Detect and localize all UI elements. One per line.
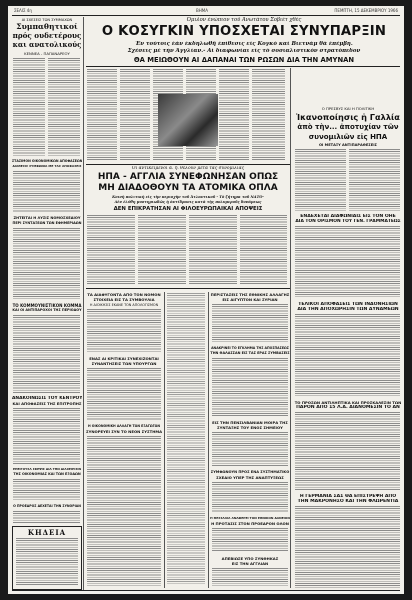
left-sub4-line1: ΑΝΑΚΟΙΝΩΣΙΣ ΤΟΥ ΚΕΝΤΡΟΥ: [12, 396, 82, 401]
lower-c-h7-line2: ΣΧΕΔΙΟ ΥΠΕΡ ΤΗΣ ΑΝΑΠΤΥΞΕΩΣ: [216, 475, 284, 480]
lower-c-h6-line1: ΕΙΣ ΤΗΝ ΠΕΝΣΙΛΒΑΝΙΑΝ ΜΟΙΡΑ ΤΗΣ: [212, 420, 288, 425]
lower-a-h3-line2: ΣΥΝΟΡΕΥΕΙ ΣΥΝ ΤΟ ΝΕΟΝ ΣΥΣΤΗΜΑ: [86, 429, 162, 434]
lower-c-text-1: [212, 304, 288, 342]
news-photo: [158, 94, 218, 146]
lower-c-h8-line2: Η ΠΡΟΤΑΣΙΣ ΣΤΟΝ ΠΡΟΕΔΡΟΝ ΟΛΟΝ: [211, 521, 289, 526]
lower-c-h9-line2: ΕΙΣ ΤΗΝ ΑΓΓΛΙΑΝ: [231, 561, 269, 566]
left-text-col-a: [13, 58, 45, 156]
left-headline-2: πρός ουδετέρους: [12, 32, 82, 40]
column-rule-left: [83, 17, 84, 591]
left-text-col-b: [48, 58, 80, 156]
right-sub4-line1: Η ΓΕΡΜΑΝΙΑ ΣΑΣ ΘΑ ΕΠΙΣΤΡΕΨΗ ΑΠΟ: [299, 494, 397, 499]
right-headline-3: συνομιλιῶν εἰς ΗΠΑ: [308, 133, 388, 141]
lower-b-table: [167, 293, 205, 585]
left-sub3-line2: ΚΑΙ ΟΙ ΑΝΤΙΠΑΡΟΧΟΙ ΤΗΣ ΠΕΡΙΟΔΟΥ: [12, 308, 82, 312]
lower-c-h4-line2: ΕΙΣ ΑΙΓΥΠΤΟΝ ΚΑΙ ΣΥΡΙΑΝ: [222, 297, 278, 302]
right-headline-2: ἀπὸ τὴν... ἀποτυχίαν τῶν: [297, 123, 399, 131]
lower-c-h5-line2: ΤΗΝ ΘΑΛΑΣΣΑΝ ΕΙΣ ΤΑΣ ΕΡΑΣ ΣΥΜΒΑΣΕΙΣ: [210, 351, 290, 355]
left-text-block-1: [13, 171, 80, 213]
second-deck-line1: Κοινὴ πολιτικὴ εἰς τὴν περιοχὴν τοῦ Ἀτλαντικοῦ - Τὸ ζήτημα τοῦ ΝΑΤΟ-: [112, 195, 264, 199]
lower-c-text-3: [212, 432, 288, 466]
notices-text: [16, 538, 78, 586]
second-text-col-4: [240, 215, 287, 285]
second-overline: Οἱ ἀντικείμενοι ἀ. ἡ. θέλουν μετὰ τὰς συνομιλίας: [131, 166, 245, 171]
main-text-col-1: [87, 69, 117, 161]
second-text-col-1: [87, 215, 135, 285]
paper-name: ΒΗΜΑ: [196, 8, 208, 13]
right-text-block-2: [295, 314, 400, 396]
right-sub4-line2: ΤΗΝ ΜΑΚΡΟΝΗΣΟ ΚΑΙ ΤΗΝ ΦΛΩΡΕΝΤΙΑ: [297, 499, 399, 504]
main-text-col-2: [120, 69, 150, 161]
second-deck-line2: Δὲν ἐλύθη μυστηριωδῶς ἡ ἀντίδρασις κατὰ τὴς πολυμεροῦς δυνάμεως: [114, 200, 262, 204]
lower-a-h3-line1: Η ΟΙΚΟΝΟΜΙΚΗ ΑΛΛΑΓΗ ΤΩΝ ΕΞΑΓΩΓΩΝ: [88, 424, 160, 428]
right-text-block-4: [295, 506, 400, 588]
lower-a-text-1: [87, 309, 161, 353]
left-text-block-4: [13, 408, 80, 464]
lower-c-text-2: [212, 358, 288, 416]
right-sub3-line1: ΤΟ ΠΡΟΣΩΝ ΑΝΤΙΛΗΠΤΙΚΑ ΚΑΙ ΠΡΟΣΚΑΛΕΣΙΝ ΤΩΝ: [294, 400, 402, 405]
lower-rule-ab: [164, 292, 165, 588]
left-sub5-line1: ΕΠΕΙΓΟΥΣΑ ΣΚΕΨΙΣ ΔΙΑ ΤΗΝ ΔΙΑΧΕΙΡΙΣΙΝ: [12, 467, 82, 471]
lower-c-h5-line1: ΑΝΑΚΡΙΝΕΙ ΤΟ ΕΓΚΛΗΜΑ ΤΗΣ ΑΠΟΣΠΑΣΕΩΣ: [211, 346, 289, 350]
lower-c-h9-line1: ΑΠΕΒΙΩΣΕ ΥΠΟ ΣΥΝΘΗΚΑΣ: [221, 556, 279, 561]
left-text-block-6: [13, 511, 80, 523]
newspaper-page: [8, 6, 404, 594]
lower-rule: [86, 288, 290, 289]
left-text-block-5: [13, 479, 80, 501]
second-headline-1: ΗΠΑ - ΑΓΓΛΙΑ ΣΥΝΕΦΩΝΗΣΑΝ ΟΠΩΣ: [97, 172, 279, 182]
lower-c-h6-line2: ΣΥΝΤΑΞΗΣ ΤΟΥ ΕΝΟΣ ΣΗΜΕΙΟΥ: [217, 425, 283, 430]
second-text-col-2: [138, 215, 186, 285]
main-headline: Ο ΚΟΣΥΓΚΙΝ ΥΠΟΣΧΕΤΑΙ ΣΥΝΥΠΑΡΞΙΝ: [101, 24, 387, 39]
lower-a-text-2: [87, 368, 161, 420]
right-text-col-a: [295, 149, 346, 211]
right-text-block-3: [295, 412, 400, 490]
main-text-col-5: [219, 69, 249, 161]
right-sub2-line2: ΔΙΑ ΤΗΝ ΑΠΟΧΩΡΗΣΙΝ ΤΩΝ ΔΥΝΑΜΕΩΝ: [297, 307, 399, 312]
right-sub1-line2: ΔΙΑ ΤΟΝ ΟΡΙΣΜΟΝ ΤΟΥ ΓΕΝ. ΓΡΑΜΜΑΤΕΩΣ: [295, 219, 401, 224]
masthead-rule: [86, 66, 400, 67]
folio-rule: [12, 15, 400, 16]
page-number: ΣΕΛΙΣ 4η: [14, 8, 32, 13]
lower-a-text-3: [87, 436, 161, 586]
main-deck-line2: Σχέσεις μὲ τὴν Ἀγγλίαν.- Αἱ διαφωνίαι εἰς τὸ σοσιαλιστικὸν στρατόπεδον: [127, 48, 361, 54]
bottom-rule: [12, 590, 400, 591]
lower-rule-bc: [208, 292, 209, 588]
lower-a-h2-line1: ΕΝΑΣ ΑΙ ΚΡΙΤΙΚΑΙ ΣΥΝΕΧΙΖΟΝΤΑΙ: [89, 356, 159, 361]
left-headline-3: και ανατολικούς: [12, 41, 82, 49]
left-dateline: ΚΕΝΝΕΑ - ΠΑΠΑΝΔΡΕΟΥ: [24, 51, 70, 56]
lower-c-text-5: [212, 528, 288, 552]
right-sub3-line2: ΠΑΡΟΝ ΑΠΟ 15 Λ.Α. ΔΙΑΝΟΜΕΣΙΝ ΤΟ ΑΝ: [296, 405, 400, 410]
lower-a-h1-line1: ΤΑ ΔΙΑΦΥΓΟΝΤΑ ΑΠΟ ΤΟΝ ΝΟΜΟΝ: [87, 292, 161, 297]
lower-c-text-6: [212, 568, 288, 586]
right-byline: ΟΙ ΜΕΤΑΞΥ ΑΝΤΙΠΑΡΑΘΕΣΕΙΣ: [318, 143, 378, 147]
second-story-rule: [86, 164, 290, 165]
lower-c-h8-line1: Η ΘΕΣΣΑΛΙΑ ΑΝΑΦΕΡΕΙ ΤΟΝ ΕΘΝΙΚΟΝ ΔΑΝΕΙΟΝ: [210, 516, 290, 520]
lower-c-text-4: [212, 482, 288, 512]
left-sub1-line1: ΣΤΑΣΙΜΟΝ ΟΙΚΟΝΟΜΙΚΩΝ ΑΠΟΦΑΣΕΩΝ: [12, 159, 82, 163]
lower-c-h7-line1: ΣΥΜΦΩΝΟΥΝ ΠΡΟΣ ΕΝΑ ΣΥΣΤΗΜΑΤΙΚΟ: [210, 470, 290, 474]
right-sub1-line1: ΕΝΔΕΧΕΤΑΙ ΔΙΑΦΩΝΙΑΙΣ ΕΙΣ ΤΟΝ ΟΗΕ: [300, 214, 396, 219]
left-sub6: Ο ΠΡΟΕΔΡΟΣ ΔΕΧΕΤΑΙ ΤΗΝ ΣΥΝΟΡΙΑΝ: [13, 504, 81, 508]
right-text-block-1: [295, 226, 400, 298]
lower-a-h1-sub: Η ΔΙΟΙΚΗΣΙΣ ΕΚΑΝΕ ΤΟΝ ΑΠΟΛΟΓΙΣΜΟΝ: [89, 303, 159, 307]
column-rule-right: [290, 68, 291, 588]
notices-title: ΚΗΔΕΙΑ: [27, 528, 67, 537]
right-kicker: Ο ΠΡΕΣΒΥΣ ΚΑΙ Η ΠΟΛΙΤΙΚΗ: [321, 106, 375, 111]
left-sub5-line2: ΤΗΣ ΟΙΚΟΝΟΜΙΑΣ ΚΑΙ ΤΩΝ ΕΞΟΔΩΝ: [13, 472, 81, 476]
main-overline: Όμιλον ένώπιον τοῦ Ἀνωτάτου Σοβιέτ χθές: [186, 17, 302, 23]
right-text-col-b: [349, 149, 400, 211]
left-sub4-line2: ΚΑΙ ΑΠΟΦΑΣΕΙΣ ΤΗΣ ΕΠΙΤΡΟΠΗΣ: [12, 401, 82, 406]
second-headline-2: ΜΗ ΔΙΑΔΟΘΟΥΝ ΤΑ ΑΤΟΜΙΚΑ ΟΠΛΑ: [98, 183, 278, 193]
left-sub3-line1: ΤΟ ΚΟΜΜΟΥΝΙΣΤΙΚΟΝ ΚΟΜΜΑ: [12, 303, 82, 308]
lower-a-h2-line2: ΣΥΝΑΝΤΗΣΕΙΣ ΤΩΝ ΥΠΟΥΡΓΩΝ: [91, 361, 157, 366]
left-text-block-3: [13, 315, 80, 393]
right-sub2-line1: ΤΕΛΙΚΟΙ ΑΠΟΦΑΣΕΙΣ ΤΩΝ ΙΝΔΟΝΗΣΙΩΝ: [298, 302, 398, 307]
right-headline-1: Ἰκανοποίησις ἡ Γαλλία: [296, 112, 400, 122]
second-text-col-3: [189, 215, 237, 285]
main-banner: ΘΑ ΜΕΙΩΘΟΥΝ ΑΙ ΔΑΠΑΝΑΙ ΤΩΝ ΡΩΣΩΝ ΔΙΑ ΤΗΝ ΑΜΥΝΑΝ: [133, 56, 355, 64]
left-sub2-line2: ΠΕΡΙ ΣΥΝΤΑΞΕΩΝ ΤΩΝ ΕΦΗΜΕΡΙΔΩΝ: [12, 221, 82, 225]
left-headline-1: Συμπαθητικοί: [16, 23, 78, 31]
left-kicker: ΑΙ ΣΧΕΣΕΙΣ ΤΩΝ ΣΥΜΜΑΧΩΝ: [21, 18, 73, 22]
main-text-col-6: [252, 69, 285, 161]
left-sub2-line1: ΖΗΤΕΙΤΑΙ Η ΛΥΣΙΣ ΝΟΜΟΣΧΕΔΙΟΥ: [13, 216, 81, 220]
lower-c-h4-line1: ΠΕΡΙΣΤΑΣΕΙΣ ΤΗΣ ΕΘΝΙΚΗΣ ΑΛΛΑΓΗΣ: [210, 292, 290, 297]
second-banner: ΔΕΝ ΕΠΙΚΡΑΤΗΣΑΝ ΑΙ ΦΙΛΟΕΥΡΩΠΑΪΚΑΙ ΑΠΟΨΕΙΣ: [113, 206, 263, 212]
left-sub1-line2: ΔΙΑΘΕΣΙΣ ΣΥΜΦΩΝΙΑ ΜΕ ΤΑΣ ΑΠΟΦΑΣΕΙΣ: [12, 164, 82, 168]
issue-date: ΠΕΜΠΤΗ, 15 ΔΕΚΕΜΒΡΙΟΥ 1966: [334, 8, 398, 13]
left-text-block-2: [13, 228, 80, 300]
lower-a-h1-line2: ΣΤΟΙΧΕΙΑ ΕΙΣ ΤΑ ΣΥΜΒΟΥΛΙΑ: [93, 297, 155, 302]
main-deck-line1: Ἐν τούτοις ἐάν ἐκδηλωθῆ ἐπίθεσις εἰς Κογκὸ καὶ Βιετνάμ θὰ ἐπέμβη.: [135, 41, 353, 47]
